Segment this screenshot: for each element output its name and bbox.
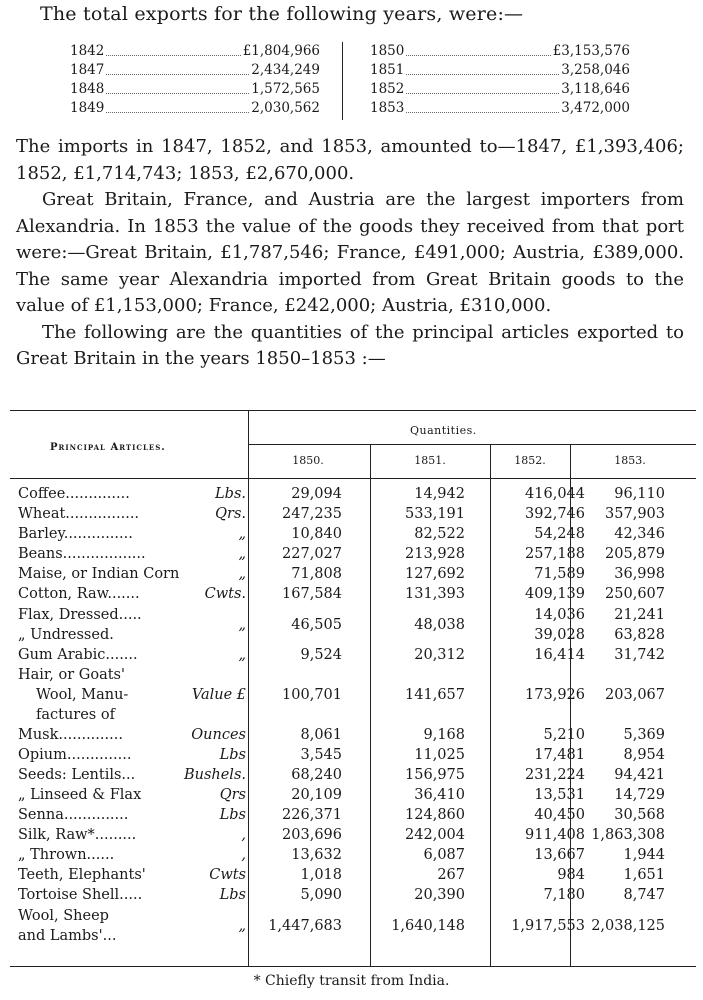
cell-value: 250,607 [605, 586, 665, 603]
cell-value: 40,450 [534, 807, 585, 824]
table-row [10, 785, 696, 805]
cell-value: 21,241 [614, 606, 665, 623]
article-line: Barley............... [18, 526, 133, 543]
principal-articles-table [10, 410, 696, 968]
table-row [10, 825, 696, 845]
cell-value: 17,481 [534, 746, 585, 763]
table-row [10, 745, 696, 765]
leader-dots [406, 61, 559, 75]
cell-value: 96,110 [614, 486, 665, 502]
article-line: Maise, or Indian Corn [18, 566, 180, 583]
article-line: Musk.............. [18, 726, 123, 743]
cell-value: 46,505 [291, 616, 342, 633]
unit-label: „ [238, 646, 246, 663]
year-header: 1850. [292, 454, 324, 467]
cell-value: 124,860 [405, 807, 465, 824]
leader-dots [406, 80, 559, 94]
cell-value: 3,545 [300, 746, 342, 763]
unit-label: Value £ [191, 686, 246, 703]
cell-value: 13,667 [534, 847, 585, 864]
unit-label: „ [238, 546, 246, 563]
export-row [70, 61, 320, 80]
article-line: Beans.................. [18, 546, 146, 563]
cell-value: 36,410 [414, 786, 465, 803]
cell-value: 141,657 [405, 686, 465, 703]
articles-column-header: Principal Articles. [50, 442, 166, 453]
export-year: 1853 [370, 100, 405, 116]
table-row [10, 524, 696, 544]
export-value: £1,804,966 [242, 43, 320, 59]
export-row [70, 42, 320, 61]
cell-value: 39,028 [534, 626, 585, 643]
export-value: 1,572,565 [251, 81, 320, 97]
article-line: Silk, Raw*......... [18, 827, 137, 844]
exports-by-year [70, 42, 630, 122]
cell-value: 54,248 [534, 526, 585, 543]
unit-label: Qrs. [215, 506, 246, 523]
cell-value: 100,701 [282, 686, 342, 703]
cell-value: 131,393 [405, 586, 465, 603]
year-header: 1851. [414, 454, 446, 467]
cell-value: 71,589 [534, 566, 585, 583]
cell-value: 409,139 [525, 586, 585, 603]
export-year: 1848 [70, 81, 105, 97]
export-row [370, 80, 630, 99]
cell-value: 1,018 [300, 867, 342, 884]
cell-value: 14,729 [614, 786, 665, 803]
article-line: Cotton, Raw....... [18, 586, 140, 603]
leader-dots [106, 61, 249, 75]
cell-value: 1,447,683 [268, 917, 342, 934]
cell-value: 1,863,308 [591, 827, 665, 844]
article-line: Wool, Manu- [36, 686, 129, 703]
footnote: * Chiefly transit from India. [253, 973, 450, 989]
article-line: factures of [36, 706, 115, 723]
table-row [10, 645, 696, 665]
cell-value: 231,224 [525, 766, 585, 783]
export-year: 1849 [70, 100, 105, 116]
table-top-rule [10, 410, 696, 411]
cell-value: 14,036 [534, 606, 585, 623]
article-line: Opium.............. [18, 746, 132, 763]
table-row [10, 725, 696, 745]
unit-label: , [241, 827, 246, 844]
article-line: Gum Arabic....... [18, 646, 138, 663]
table-row [10, 865, 696, 885]
article-line: Tortoise Shell..... [18, 887, 143, 904]
export-value: 2,030,562 [251, 100, 320, 116]
leader-dots [106, 80, 249, 94]
cell-value: 13,531 [534, 786, 585, 803]
unit-label: Lbs [219, 746, 246, 763]
table-row [10, 805, 696, 825]
cell-value: 13,632 [291, 847, 342, 864]
unit-label: „ [238, 566, 246, 583]
table-row [10, 564, 696, 584]
cell-value: 247,235 [282, 506, 342, 523]
year-header: 1853. [614, 454, 646, 467]
article-line: Teeth, Elephants' [18, 867, 146, 884]
exports-heading: The total exports for the following years, were:— [40, 3, 524, 25]
cell-value: 82,522 [414, 526, 465, 543]
cell-value: 8,061 [300, 726, 342, 743]
export-row [70, 80, 320, 99]
unit-label: Lbs [219, 807, 246, 824]
unit-label: Ounces [191, 726, 246, 743]
cell-value: 94,421 [614, 766, 665, 783]
unit-label: , [241, 847, 246, 864]
article-line: Hair, or Goats' [18, 666, 125, 683]
article-line: „ Thrown...... [18, 847, 115, 864]
article-line: Wool, Sheep [18, 907, 109, 924]
export-value: £3,153,576 [552, 43, 630, 59]
article-line: and Lambs'... [18, 927, 117, 944]
cell-value: 71,808 [291, 566, 342, 583]
cell-value: 20,109 [291, 786, 342, 803]
cell-value: 1,917,553 [511, 917, 585, 934]
cell-value: 127,692 [405, 566, 465, 583]
article-line: Flax, Dressed..... [18, 606, 142, 623]
cell-value: 203,696 [282, 827, 342, 844]
export-year: 1851 [370, 62, 405, 78]
export-row [370, 99, 630, 118]
cell-value: 1,640,148 [391, 917, 465, 934]
cell-value: 6,087 [423, 847, 465, 864]
cell-value: 36,998 [614, 566, 665, 583]
cell-value: 20,312 [414, 646, 465, 663]
table-row [10, 484, 696, 504]
table-row [10, 665, 696, 725]
cell-value: 48,038 [414, 616, 465, 633]
table-bottom-rule [10, 966, 696, 967]
cell-value: 2,038,125 [591, 917, 665, 934]
cell-value: 357,903 [605, 506, 665, 523]
cell-value: 68,240 [291, 766, 342, 783]
leader-dots [406, 42, 550, 56]
quantities-rule [248, 444, 696, 445]
body-text [16, 134, 684, 373]
table-row [10, 605, 696, 645]
year-header: 1852. [514, 454, 546, 467]
table-row [10, 504, 696, 524]
cell-value: 5,090 [300, 887, 342, 904]
cell-value: 8,954 [623, 746, 665, 763]
article-line: Coffee.............. [18, 486, 130, 502]
unit-label: Qrs [219, 786, 246, 803]
cell-value: 226,371 [282, 807, 342, 824]
article-line: Senna.............. [18, 807, 129, 824]
cell-value: 416,044 [525, 486, 585, 502]
leader-dots [406, 99, 559, 113]
unit-label: „ [238, 917, 246, 934]
table-row [10, 765, 696, 785]
table-row [10, 584, 696, 604]
export-year: 1847 [70, 62, 105, 78]
exports-left-column [70, 42, 320, 118]
unit-label: Cwts [209, 867, 246, 884]
cell-value: 156,975 [405, 766, 465, 783]
export-value: 3,472,000 [561, 100, 630, 116]
cell-value: 8,747 [623, 887, 665, 904]
imports-paragraph: The imports in 1847, 1852, and 1853, amounted to—1847, £1,393,406; 1852, £1,714,743; 1853, £2,670,000. [16, 136, 684, 184]
unit-label: Lbs. [215, 486, 246, 502]
cell-value: 10,840 [291, 526, 342, 543]
cell-value: 20,390 [414, 887, 465, 904]
table-row [10, 906, 696, 946]
export-year: 1852 [370, 81, 405, 97]
cell-value: 14,942 [414, 486, 465, 502]
cell-value: 984 [557, 867, 585, 884]
cell-value: 9,168 [423, 726, 465, 743]
export-year: 1850 [370, 43, 405, 59]
cell-value: 173,926 [525, 686, 585, 703]
unit-label: Cwts. [204, 586, 246, 603]
cell-value: 5,369 [623, 726, 665, 743]
cell-value: 213,928 [405, 546, 465, 563]
cell-value: 1,944 [623, 847, 665, 864]
quantities-intro-paragraph: The following are the quantities of the principal articles exported to Great Britain in the years 1850–1853 :— [16, 321, 684, 369]
cell-value: 29,094 [291, 486, 342, 502]
header-rule [10, 478, 696, 479]
unit-label: Lbs [219, 887, 246, 904]
cell-value: 16,414 [534, 646, 585, 663]
cell-value: 267 [437, 867, 465, 884]
cell-value: 42,346 [614, 526, 665, 543]
cell-value: 533,191 [405, 506, 465, 523]
cell-value: 205,879 [605, 546, 665, 563]
cell-value: 167,584 [282, 586, 342, 603]
table-body [10, 484, 696, 946]
export-value: 3,258,046 [561, 62, 630, 78]
leader-dots [106, 42, 240, 56]
article-line: „ Linseed & Flax [18, 786, 142, 803]
article-line: Seeds: Lentils... [18, 766, 136, 783]
table-row [10, 544, 696, 564]
export-row [370, 42, 630, 61]
table-row [10, 845, 696, 865]
cell-value: 203,067 [605, 686, 665, 703]
unit-label: „ [238, 526, 246, 543]
unit-label: Bushels. [183, 766, 246, 783]
cell-value: 9,524 [300, 646, 342, 663]
cell-value: 1,651 [623, 867, 665, 884]
article-line: Wheat................ [18, 506, 140, 523]
cell-value: 227,027 [282, 546, 342, 563]
cell-value: 7,180 [543, 887, 585, 904]
exports-right-column [370, 42, 630, 118]
export-row [70, 99, 320, 118]
cell-value: 242,004 [405, 827, 465, 844]
importers-paragraph: Great Britain, France, and Austria are the largest importers from Alexandria. In 1853 the value of the goods they received from that port were:—Great Britain, £1,787,546; France, £491,000; Austria, £389,000. The same year Alexandria imported from Great Britain goods to the value of £1,153,000; France, £242,000; Austria, £310,000. [16, 189, 684, 316]
export-row [370, 61, 630, 80]
cell-value: 11,025 [414, 746, 465, 763]
export-year: 1842 [70, 43, 105, 59]
cell-value: 257,188 [525, 546, 585, 563]
cell-value: 31,742 [614, 646, 665, 663]
quantities-header: Quantities. [410, 424, 477, 437]
export-value: 3,118,646 [561, 81, 630, 97]
cell-value: 911,408 [525, 827, 585, 844]
cell-value: 392,746 [525, 506, 585, 523]
column-divider [342, 42, 343, 120]
cell-value: 5,210 [543, 726, 585, 743]
article-line: „ Undressed. [18, 626, 114, 643]
export-value: 2,434,249 [251, 62, 320, 78]
table-row [10, 885, 696, 905]
unit-label: „ [238, 616, 246, 633]
leader-dots [106, 99, 249, 113]
cell-value: 30,568 [614, 807, 665, 824]
cell-value: 63,828 [614, 626, 665, 643]
